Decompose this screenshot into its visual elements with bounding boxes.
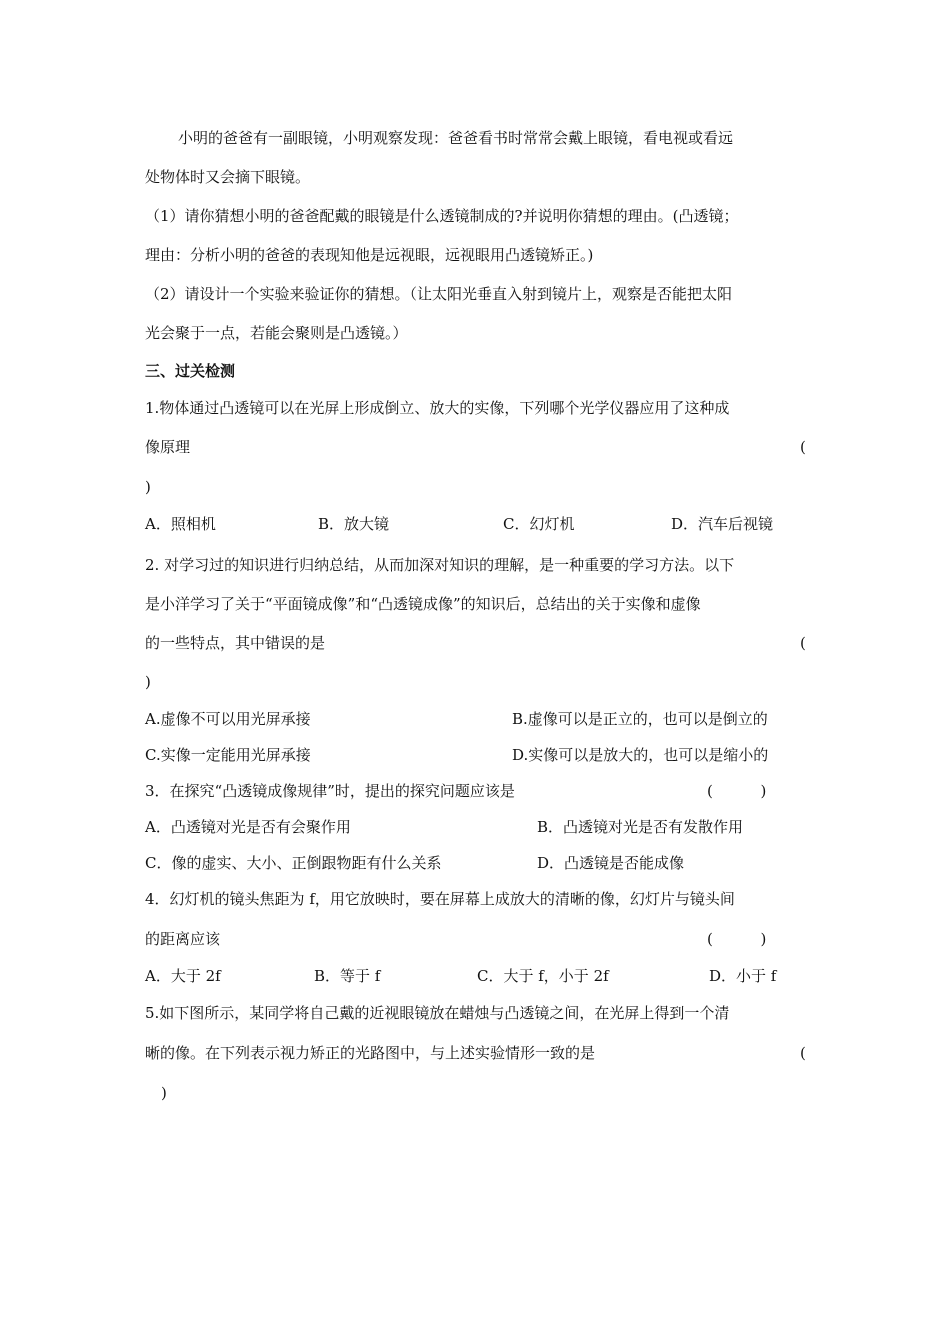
question-4-line-1: 4．幻灯机的镜头焦距为 f，用它放映时，要在屏幕上成放大的清晰的像，幻灯片与镜头间 [145, 890, 735, 908]
question-3-paren: ( ) [707, 782, 767, 800]
question-5-paren-open: ( [800, 1044, 806, 1062]
section-title: 三、过关检测 [145, 362, 236, 380]
question-1-paren-close: ) [145, 478, 151, 496]
question-5-paren-close: ) [161, 1084, 167, 1102]
question-3-option-d: D．凸透镜是否能成像 [537, 854, 685, 872]
question-5-line-1: 5.如下图所示，某同学将自己戴的近视眼镜放在蜡烛与凸透镜之间，在光屏上得到一个清 [145, 1004, 730, 1022]
question-5-line-2: 晰的像。在下列表示视力矫正的光路图中，与上述实验情形一致的是 [145, 1044, 596, 1062]
question-2-option-b: B.虚像可以是正立的，也可以是倒立的 [512, 710, 768, 728]
intro-line-2: 处物体时又会摘下眼镜。 [145, 168, 311, 186]
question-2-line-2: 是小洋学习了关于“平面镜成像”和“凸透镜成像”的知识后，总结出的关于实像和虚像 [145, 595, 701, 613]
intro-question-1-line-1: （1）请你猜想小明的爸爸配戴的眼镜是什么透镜制成的?并说明你猜想的理由。(凸透镜； [145, 207, 739, 225]
question-3-option-a: A．凸透镜对光是否有会聚作用 [145, 818, 351, 836]
question-2-line-3: 的一些特点，其中错误的是 [145, 634, 326, 652]
question-1-option-b: B．放大镜 [318, 515, 390, 533]
question-4-option-d: D．小于 f [709, 967, 777, 985]
question-1-line-1: 1.物体通过凸透镜可以在光屏上形成倒立、放大的实像，下列哪个光学仪器应用了这种成 [145, 399, 730, 417]
question-4-option-a: A．大于 2f [145, 967, 221, 985]
question-4-line-2: 的距离应该 [145, 930, 221, 948]
question-3-line-1: 3．在探究“凸透镜成像规律”时，提出的探究问题应该是 [145, 782, 515, 800]
question-1-option-d: D．汽车后视镜 [671, 515, 774, 533]
question-2-option-a: A.虚像不可以用光屏承接 [145, 710, 311, 728]
question-1-option-a: A．照相机 [145, 515, 216, 533]
question-4-paren: ( ) [707, 930, 767, 948]
question-4-option-c: C．大于 f，小于 2f [477, 967, 609, 985]
question-1-paren-open: ( [800, 438, 806, 456]
question-3-option-c: C．像的虚实、大小、正倒跟物距有什么关系 [145, 854, 442, 872]
question-1-option-c: C．幻灯机 [503, 515, 575, 533]
intro-question-2-line-1: （2）请设计一个实验来验证你的猜想。（让太阳光垂直入射到镜片上，观察是否能把太阳 [145, 285, 733, 303]
question-3-option-b: B．凸透镜对光是否有发散作用 [537, 818, 744, 836]
question-1-line-2: 像原理 [145, 438, 191, 456]
question-2-option-d: D.实像可以是放大的，也可以是缩小的 [512, 746, 769, 764]
intro-line-1: 小明的爸爸有一副眼镜，小明观察发现：爸爸看书时常常会戴上眼镜，看电视或看远 [178, 129, 734, 147]
question-2-paren-close: ) [145, 673, 151, 691]
question-2-paren-open: ( [800, 634, 806, 652]
question-2-option-c: C.实像一定能用光屏承接 [145, 746, 311, 764]
intro-question-1-line-2: 理由：分析小明的爸爸的表现知他是远视眼，远视眼用凸透镜矫正。) [145, 246, 594, 264]
question-4-option-b: B．等于 f [314, 967, 381, 985]
intro-question-2-line-2: 光会聚于一点，若能会聚则是凸透镜。） [145, 324, 408, 342]
question-2-line-1: 2. 对学习过的知识进行归纳总结，从而加深对知识的理解，是一种重要的学习方法。以下 [145, 556, 735, 574]
